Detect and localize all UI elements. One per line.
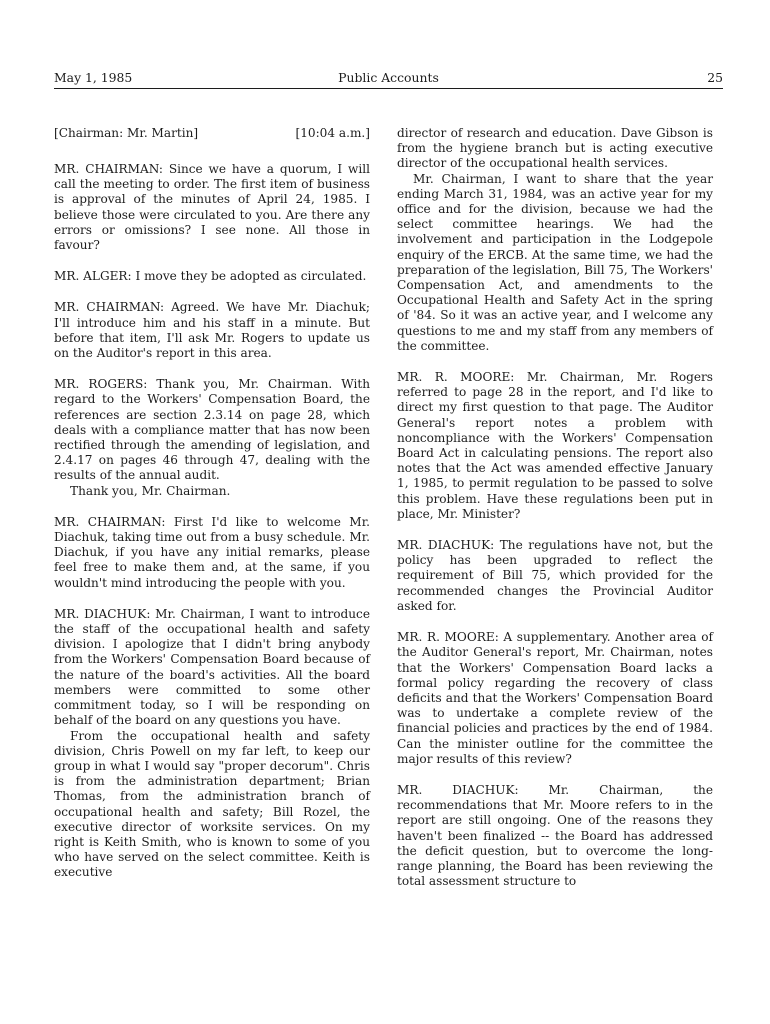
header-title: Public Accounts (338, 70, 439, 85)
right-column (397, 126, 713, 889)
paragraph-diachuk-intro: MR. DIACHUK: Mr. Chairman, I want to introduce the staff of the occupational health and safety division. I apologize that I didn't bring anybody from the Workers' Compensation Board because of the nature of the board's activities. All the board members were committed to some other commitment today, so I will be responding on behalf of the board on any questions you have. (54, 606, 370, 728)
header-page-number: 25 (707, 70, 723, 85)
header-date: May 1, 1985 (54, 70, 133, 85)
chairman-note: [Chairman: Mr. Martin] (54, 126, 199, 140)
paragraph-diachuk-staff: From the occupational health and safety division, Chris Powell on my far left, to keep our group in what I would say "proper decorum". Chris is from the administration department; Brian Thomas, from the administration branch of occupational health and safety; Bill Rozel, the executive director of worksite services. On my right is Keith Smith, who is known to some of you who have served on the select committee. Keith is executive (54, 728, 370, 880)
paragraph-rogers: MR. ROGERS: Thank you, Mr. Chairman. With regard to the Workers' Compensation Board, the references are section 2.3.14 on page 28, which deals with a compliance matter that has now been rectified through the amending of legislation, and 2.4.17 on pages 46 through 47, dealing with the results of the annual audit. (54, 377, 370, 483)
paragraph-moore-question: MR. R. MOORE: Mr. Chairman, Mr. Rogers referred to page 28 in the report, and I'd like to direct my first question to that page. The Auditor General's report notes a problem with noncompliance with the Workers' Compensation Board Act in calculating pensions. The report also notes that the Act was amended effective January 1, 1985, to permit regulation to be passed to solve this problem. Have these regulations been put in place, Mr. Minister? (397, 370, 713, 521)
paragraph-diachuk-recommendations: MR. DIACHUK: Mr. Chairman, the recommendations that Mr. Moore refers to in the report are still ongoing. One of the reasons they haven't been finalized -- the Board has addressed the deficit question, but to overcome the long-range planning, the Board has been reviewing the total assessment structure to (397, 782, 713, 889)
paragraph-staff-continued: director of research and education. Dave Gibson is from the hygiene branch but is acting executive director of the occupational health services. (397, 126, 713, 171)
paragraph-diachuk-regulations: MR. DIACHUK: The regulations have not, but the policy has been upgraded to reflect the requirement of Bill 75, which provided for the recommended changes the Provincial Auditor asked for. (397, 538, 713, 613)
time-note: [10:04 a.m.] (295, 126, 370, 140)
left-column (54, 126, 370, 881)
session-meta-line (54, 126, 370, 141)
paragraph-chairman-opening: MR. CHAIRMAN: Since we have a quorum, I will call the meeting to order. The first item of business is approval of the minutes of April 24, 1985. I believe those were circulated to you. Are there any errors or omissions? I see none. All those in favour? (54, 162, 370, 253)
paragraph-chairman-welcome: MR. CHAIRMAN: First I'd like to welcome Mr. Diachuk, taking time out from a busy schedule. Mr. Diachuk, if you have any initial remarks, please feel free to make them and, at the same, if you wouldn't mind introducing the people with you. (54, 514, 370, 590)
paragraph-moore-supplementary: MR. R. MOORE: A supplementary. Another area of the Auditor General's report, Mr. Chairman, notes that the Workers' Compensation Board lacks a formal policy regarding the recovery of class deficits and that the Workers' Compensation Board was to undertake a complete review of the financial policies and practices by the end of 1984. Can the minister outline for the committee the major results of this review? (397, 630, 713, 766)
paragraph-chairman-agreed: MR. CHAIRMAN: Agreed. We have Mr. Diachuk; I'll introduce him and his staff in a minute. But before that item, I'll ask Mr. Rogers to update us on the Auditor's report in this area. (54, 300, 370, 361)
paragraph-rogers-thanks: Thank you, Mr. Chairman. (70, 483, 231, 498)
paragraph-active-year: Mr. Chairman, I want to share that the year ending March 31, 1984, was an active year for my office and for the division, because we had the select committee hearings. We had the involvement and participation in the Lodgepole enquiry of the ERCB. At the same time, we had the preparation of the legislation, Bill 75, The Workers' Compensation Act, and amendments to the Occupational Health and Safety Act in the spring of '84. So it was an active year, and I welcome any questions to me and my staff from any members of the committee. (397, 171, 713, 353)
page-header (54, 70, 723, 89)
paragraph-alger: MR. ALGER: I move they be adopted as circulated. (54, 269, 367, 284)
